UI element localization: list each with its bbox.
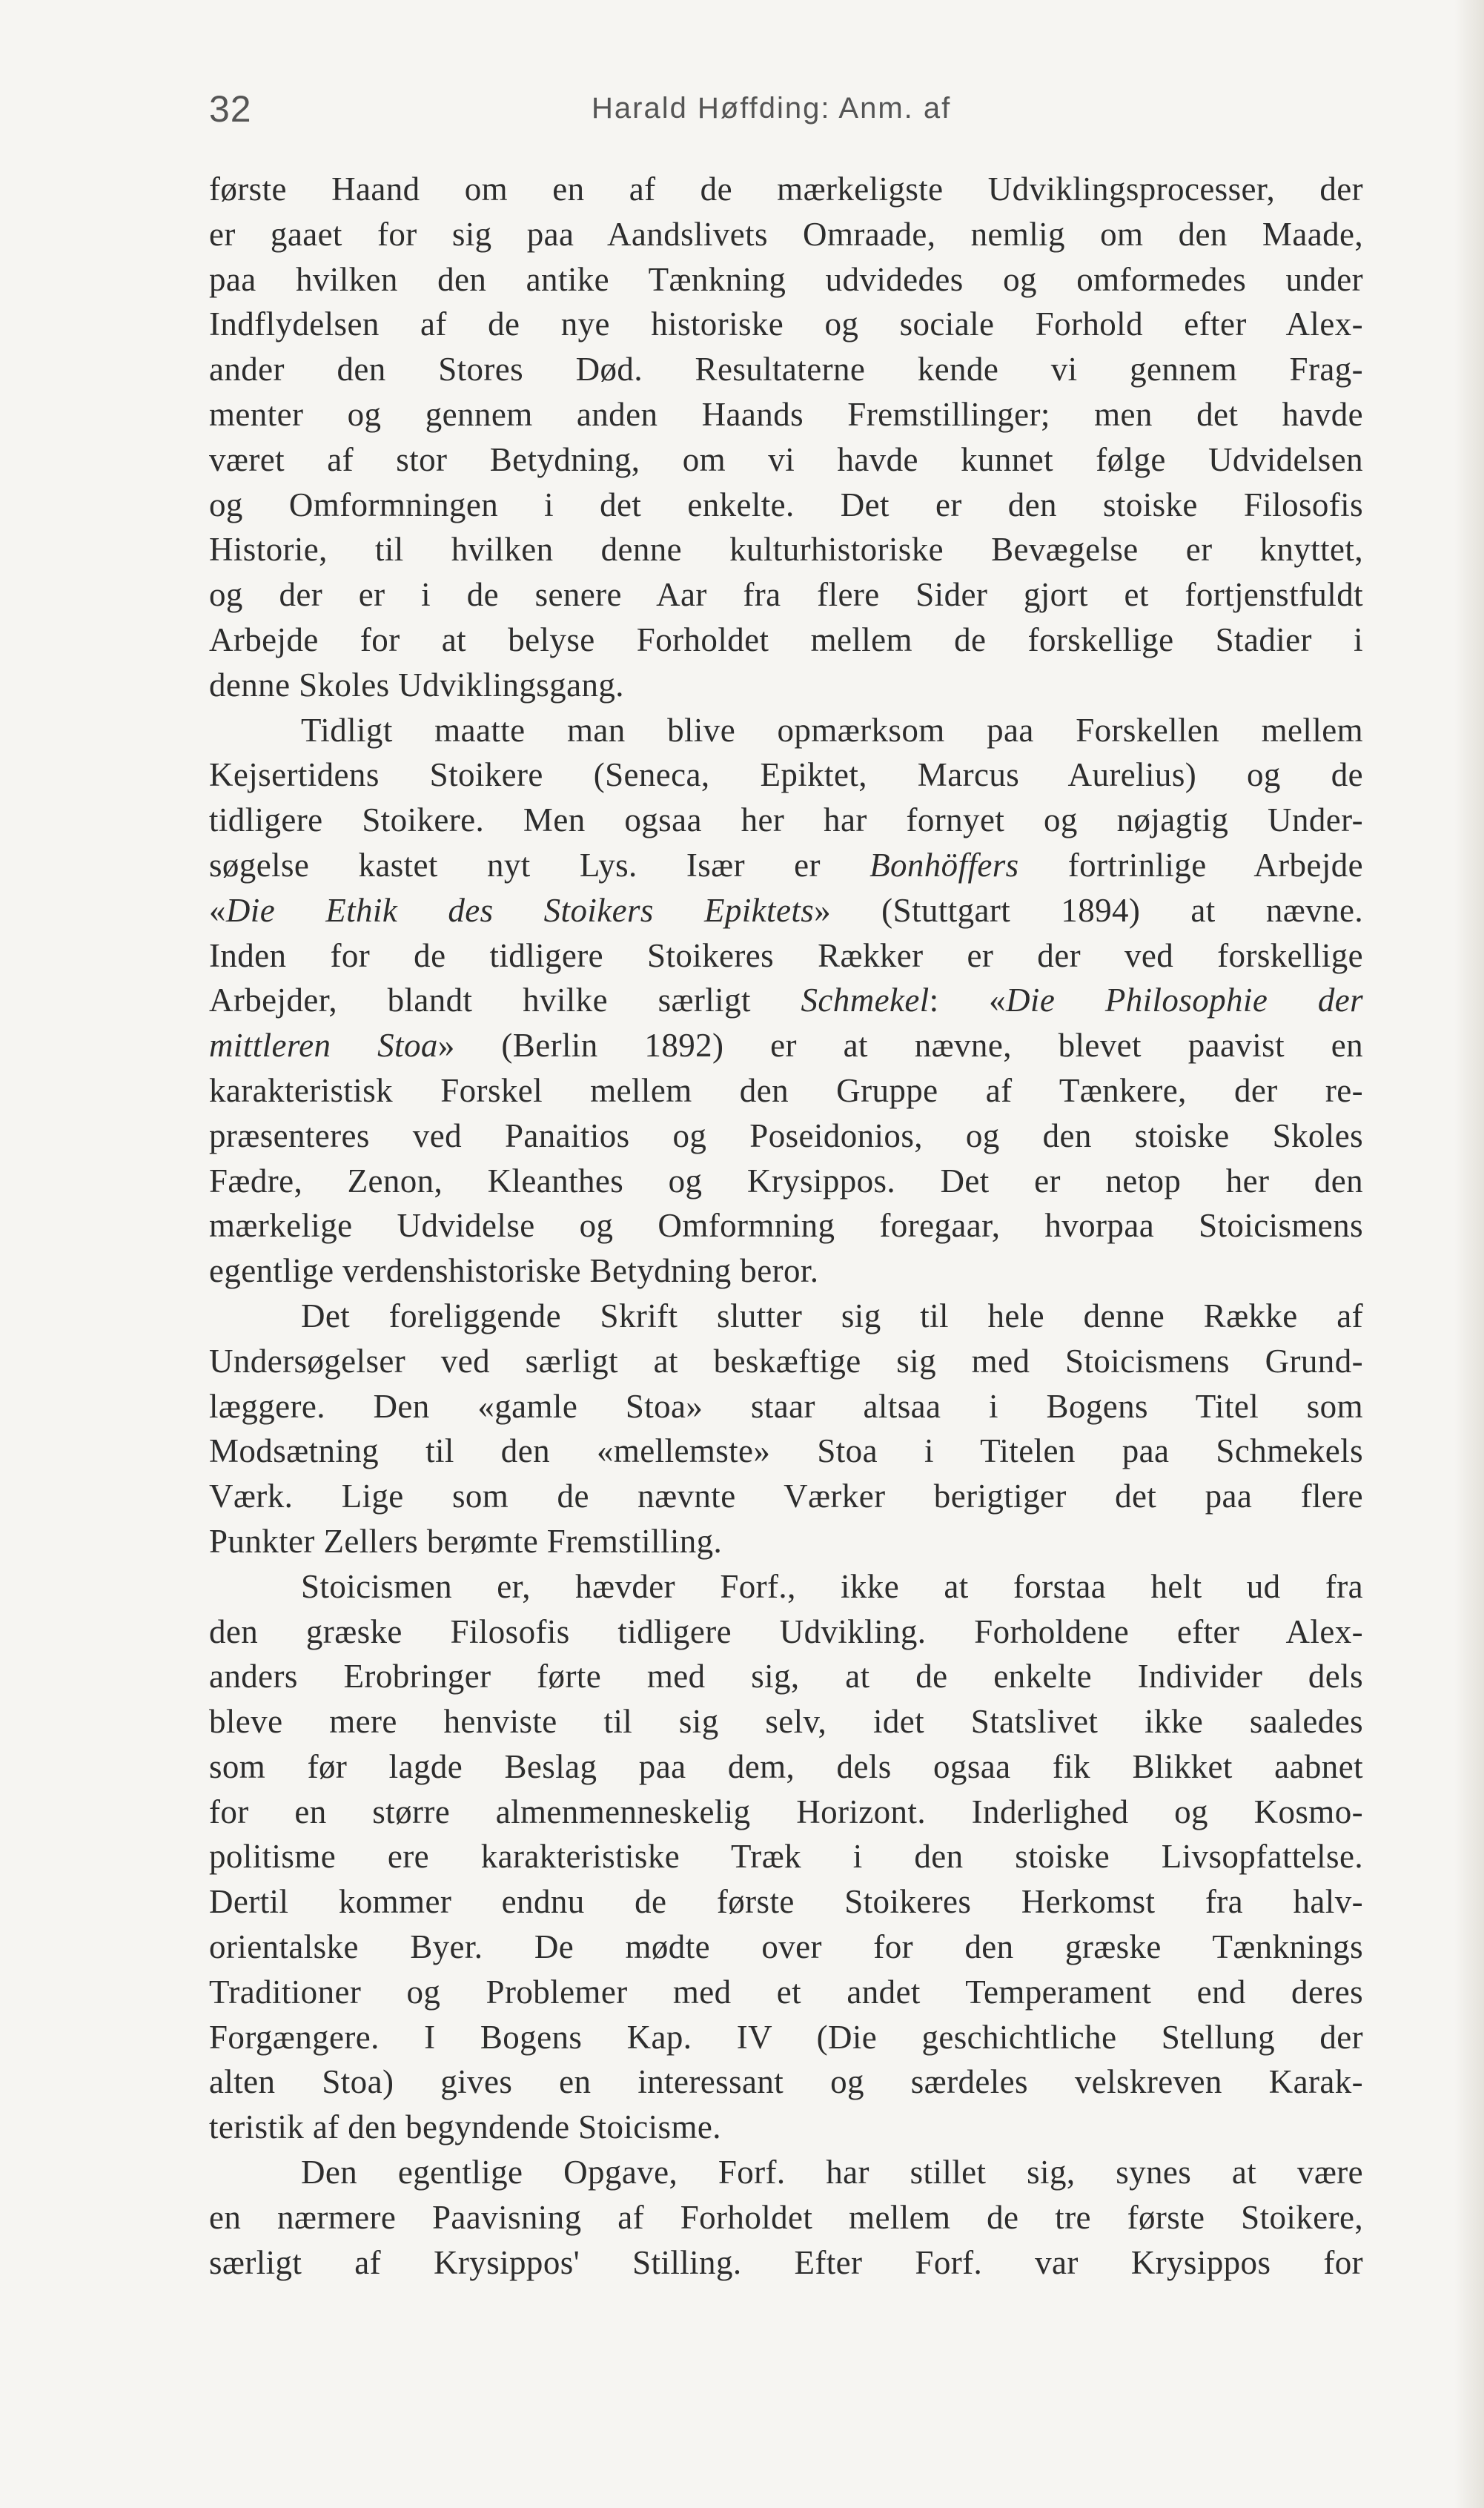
text-span: er gaaet for sig paa Aandslivets Omraade, nemlig om den Maade, (209, 215, 1363, 253)
italic-title-span: Die Ethik des Stoikers Epiktets (225, 891, 815, 929)
text-span: politisme ere karakteristiske Træk i den stoiske Livsopfattelse. (209, 1838, 1363, 1876)
text-line (209, 933, 1363, 979)
text-line (209, 2240, 1363, 2286)
text-line (209, 1474, 1363, 1519)
text-line (209, 1023, 1363, 1068)
text-span: paa hvilken den antike Tænkning udvidedes og omformedes under (209, 260, 1363, 298)
text-span: ander den Stores Død. Resultaterne kende vi gennem Frag- (209, 351, 1363, 388)
text-span: tidligere Stoikere. Men ogsaa her har fornyet og nøjagtig Under- (209, 801, 1363, 839)
text-span: Dertil kommer endnu de første Stoikeres Herkomst fra halv- (209, 1883, 1363, 1921)
text-span: orientalske Byer. De mødte over for den græske Tænknings (209, 1928, 1363, 1966)
text-span: alten Stoa) gives en interessant og særdeles velskreven Karak- (209, 2063, 1363, 2101)
text-line (209, 1879, 1363, 1925)
text-line (209, 302, 1363, 347)
text-span: denne Skoles Udviklingsgang. (209, 666, 624, 704)
italic-title-span: Bonhöffers (869, 846, 1019, 884)
page-header (209, 87, 1395, 147)
body-text (209, 167, 1363, 2285)
text-line (209, 1699, 1363, 1744)
text-line (209, 2059, 1363, 2105)
text-span: fortrinlige Arbejde (1018, 846, 1363, 884)
text-line (209, 1834, 1363, 1879)
text-line (209, 618, 1363, 663)
text-span: for en større almenmenneskelig Horizont. Inderlighed og Kosmo- (209, 1793, 1363, 1830)
text-line (209, 212, 1363, 257)
text-span: Arbejde for at belyse Forholdet mellem de forskellige Stadier i (209, 621, 1363, 658)
text-span: som før lagde Beslag paa dem, dels ogsaa fik Blikket aabnet (209, 1747, 1363, 1785)
text-span: karakteristisk Forskel mellem den Gruppe af Tænkere, der re- (209, 1071, 1363, 1109)
page-number: 32 (209, 88, 252, 130)
text-span: bleve mere henviste til sig selv, idet Statslivet ikke saaledes (209, 1703, 1363, 1741)
text-line (209, 1564, 1363, 1609)
text-line (209, 1114, 1363, 1159)
text-span: Indflydelsen af de nye historiske og sociale Forhold efter Alex- (209, 305, 1363, 343)
text-span: den græske Filosofis tidligere Udvikling. Forholdene efter Alex- (209, 1612, 1363, 1650)
text-span: menter og gennem anden Haands Fremstillinger; men det havde (209, 395, 1363, 433)
text-span: « (209, 891, 226, 929)
text-span: særligt af Krysippos' Stilling. Efter Forf. var Krysippos for (209, 2243, 1363, 2281)
italic-title-span: Die Philosophie der (1006, 982, 1363, 1019)
text-line (209, 1384, 1363, 1429)
text-line (209, 1159, 1363, 1204)
text-span: Inden for de tidligere Stoikeres Rækker er der ved forskellige (209, 936, 1363, 974)
text-line (209, 1339, 1363, 1384)
text-span: Traditioner og Problemer med et andet Temperament end deres (209, 1973, 1363, 2011)
text-span: mærkelige Udvidelse og Omformning foregaar, hvorpaa Stoicismens (209, 1207, 1363, 1245)
text-span: egentlige verdenshistoriske Betydning beror. (209, 1252, 819, 1290)
text-span: » (Stuttgart 1894) at nævne. (814, 891, 1363, 929)
text-line (209, 1294, 1363, 1339)
text-span: været af stor Betydning, om vi havde kunnet følge Udvidelsen (209, 440, 1363, 478)
text-line (209, 1429, 1363, 1474)
text-line (209, 1519, 1363, 1564)
text-line (209, 2195, 1363, 2240)
text-line (209, 167, 1363, 212)
text-span: teristik af den begyndende Stoicisme. (209, 2108, 721, 2146)
text-span: læggere. Den «gamle Stoa» staar altsaa i Bogens Titel som (209, 1387, 1363, 1425)
running-head: Harald Høffding: Anm. af (592, 92, 952, 125)
text-span: og Omformningen i det enkelte. Det er den stoiske Filosofis (209, 486, 1363, 523)
text-line (209, 2150, 1363, 2195)
text-span: Tidligt maatte man blive opmærksom paa Forskellen mellem (301, 711, 1363, 749)
text-span: Modsætning til den «mellemste» Stoa i Titelen paa Schmekels (209, 1432, 1363, 1470)
text-line (209, 527, 1363, 572)
text-line (209, 663, 1363, 708)
text-span: Kejsertidens Stoikere (Seneca, Epiktet, Marcus Aurelius) og de (209, 756, 1363, 794)
text-line (209, 708, 1363, 753)
text-line (209, 1790, 1363, 1835)
text-line (209, 1744, 1363, 1790)
text-line (209, 1925, 1363, 1970)
text-line (209, 752, 1363, 798)
text-line (209, 257, 1363, 302)
text-span: Den egentlige Opgave, Forf. har stillet sig, synes at være (301, 2154, 1363, 2191)
text-line (209, 978, 1363, 1023)
text-span: » (Berlin 1892) er at nævne, blevet paavist en (437, 1027, 1363, 1065)
text-line (209, 2105, 1363, 2150)
text-line (209, 843, 1363, 888)
text-line (209, 888, 1363, 933)
text-line (209, 1609, 1363, 1655)
text-line (209, 572, 1363, 618)
text-span: første Haand om en af de mærkeligste Udviklingsprocesser, der (209, 171, 1363, 208)
text-line (209, 483, 1363, 528)
italic-title-span: Schmekel (801, 982, 930, 1019)
text-line (209, 798, 1363, 843)
text-line (209, 1970, 1363, 2015)
text-span: og der er i de senere Aar fra flere Sider gjort et fortjenstfuldt (209, 576, 1363, 614)
text-span: Punkter Zellers berømte Fremstilling. (209, 1522, 723, 1560)
text-span: Fædre, Zenon, Kleanthes og Krysippos. Det er netop her den (209, 1162, 1363, 1200)
text-line (209, 2015, 1363, 2060)
text-span: Undersøgelser ved særligt at beskæftige sig med Stoicismens Grund- (209, 1342, 1363, 1380)
text-line (209, 1654, 1363, 1699)
text-span: Forgængere. I Bogens Kap. IV (Die geschichtliche Stellung der (209, 2018, 1363, 2056)
text-line (209, 347, 1363, 392)
text-span: Arbejder, blandt hvilke særligt (209, 982, 801, 1019)
italic-title-span: mittleren Stoa (209, 1027, 438, 1065)
text-span: Historie, til hvilken denne kulturhistoriske Bevægelse er knyttet, (209, 531, 1363, 569)
text-span: Stoicismen er, hævder Forf., ikke at forstaa helt ud fra (301, 1567, 1363, 1605)
text-span: anders Erobringer førte med sig, at de enkelte Individer dels (209, 1658, 1363, 1695)
text-span: en nærmere Paavisning af Forholdet mellem de tre første Stoikere, (209, 2198, 1363, 2236)
page-edge-shade (1454, 0, 1484, 2508)
text-line (209, 392, 1363, 437)
text-span: præsenteres ved Panaitios og Poseidonios, og den stoiske Skoles (209, 1116, 1363, 1154)
text-line (209, 1068, 1363, 1114)
text-span: : « (929, 982, 1007, 1019)
text-line (209, 437, 1363, 483)
text-span: Værk. Lige som de nævnte Værker berigtiger det paa flere (209, 1478, 1363, 1515)
text-span: søgelse kastet nyt Lys. Især er (209, 846, 870, 884)
text-span: Det foreliggende Skrift slutter sig til hele denne Række af (301, 1297, 1363, 1334)
text-line (209, 1248, 1363, 1294)
text-line (209, 1203, 1363, 1248)
